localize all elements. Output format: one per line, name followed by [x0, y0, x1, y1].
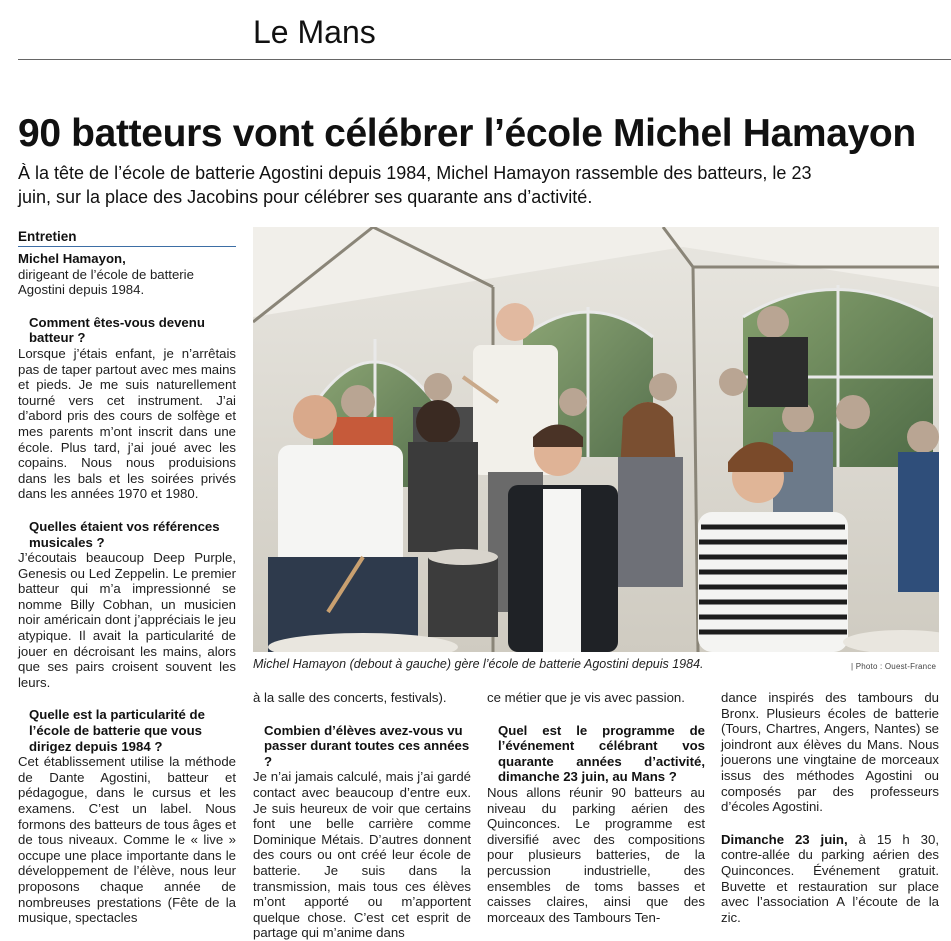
interviewee-name: Michel Hamayon,	[18, 251, 126, 266]
header-divider	[18, 59, 951, 60]
interview-label: Entretien	[18, 229, 236, 247]
section-title: Le Mans	[253, 14, 376, 50]
article-headline: 90 batteurs vont célébrer l’école Michel Hamayon	[18, 112, 916, 155]
article-column-1	[18, 251, 236, 926]
question-2: Quelles étaient vos références musicales ?	[29, 518, 220, 550]
interviewee-role: dirigeant de l’école de batterie Agostini depuis 1984.	[18, 266, 194, 298]
question-5: Quel est le programme de l’événement célébrant vos quarante années d’activité, dimanche 23 juin, au Mans ?	[498, 722, 705, 785]
answer-1: Lorsque j’étais enfant, je n’arrêtais pas de taper partout avec mes mains et pieds. Je me suis naturellement tourné vers cet instrument. J’ai d’abord pris des cours de solfège et mes parents m’ont inscrit dans une école. Plus tard, j’ai joué avec les copains. Nous nous produisions dans les bals et les soirées privés dans les années 1970 et 1980.	[18, 345, 236, 502]
answer-4-continued: ce métier que je vis avec passion.	[487, 690, 685, 705]
answer-5-continued: dance inspirés des tambours du Bronx. Plusieurs écoles de batterie (Tours, Chartres, Angers, Nantes) se joindront aux élèves du Mans. Nous jouerons une vingtaine de morceaux issus des méthodes Agostini ou composés par des professeurs d’écoles Agostini.	[721, 690, 939, 815]
article-column-2	[253, 690, 471, 941]
answer-3: Cet établissement utilise la méthode de Dante Agostini, batteur et pédagogue, dans le cursus et les examens. C’est un label. Nous formons des batteurs de tous âges et de tous niveaux. Comme le « live » occupe une place importante dans le développement de l’élève, nous leur proposons chaque année de nombreuses prestations (Fête de la musique, spectacles	[18, 754, 236, 926]
answer-4: Je n’ai jamais calculé, mais j’ai gardé contact avec beaucoup d’entre eux. Je suis heureux de voir que certains font une belle carrière comme Dominique Métais. D’autres donnent des cours ou ont créé leur école de batterie. Je suis dans la transmission, mais tous ces élèves m’ont apporté ou m’apportent quelque chose. C’est cet esprit de partage qui m’anime dans	[253, 769, 471, 941]
article-column-3	[487, 690, 705, 925]
article-photo	[253, 227, 939, 652]
answer-2: J’écoutais beaucoup Deep Purple, Genesis ou Led Zeppelin. Le premier batteur qui m’a impressionné se nomme Billy Cobhan, un musicien noir américain dont j’appréciais le jeu atypique. Il avait la particularité de jouer en décroisant les mains, alors que ses pairs croisent souvent les leurs.	[18, 550, 236, 690]
practical-info-date: Dimanche 23 juin,	[721, 831, 848, 847]
question-1: Comment êtes-vous devenu batteur ?	[29, 314, 205, 346]
practical-info-details: à 15 h 30, contre-allée du parking aérien des Quinconces. Événement gratuit. Buvette et restauration sur place avec l’association A l’écoute de la zic.	[721, 831, 939, 925]
answer-5: Nous allons réunir 90 batteurs au niveau du parking aérien des Quinconces. Le programme est diversifié avec des compositions pour plusieurs batteries, de la percussion industrielle, des ensembles de toms basses et caisses claires, ainsi que des morceaux des Tambours Ten-	[487, 784, 705, 925]
question-4: Combien d’élèves avez-vous vu passer durant toutes ces années ?	[264, 722, 470, 769]
photo-caption: Michel Hamayon (debout à gauche) gère l’école de batterie Agostini depuis 1984.	[253, 657, 704, 671]
photo-credit: | Photo : Ouest-France	[851, 662, 937, 671]
answer-3-continued: à la salle des concerts, festivals).	[253, 690, 447, 705]
practical-info	[721, 832, 939, 926]
question-3: Quelle est la particularité de l’école de batterie que vous dirigez depuis 1984 ?	[29, 707, 205, 754]
article-column-4	[721, 690, 939, 925]
article-standfirst: À la tête de l’école de batterie Agostini depuis 1984, Michel Hamayon rassemble des batteurs, le 23 juin, sur la place des Jacobins pour célébrer ses quarante ans d’activité.	[18, 163, 812, 207]
